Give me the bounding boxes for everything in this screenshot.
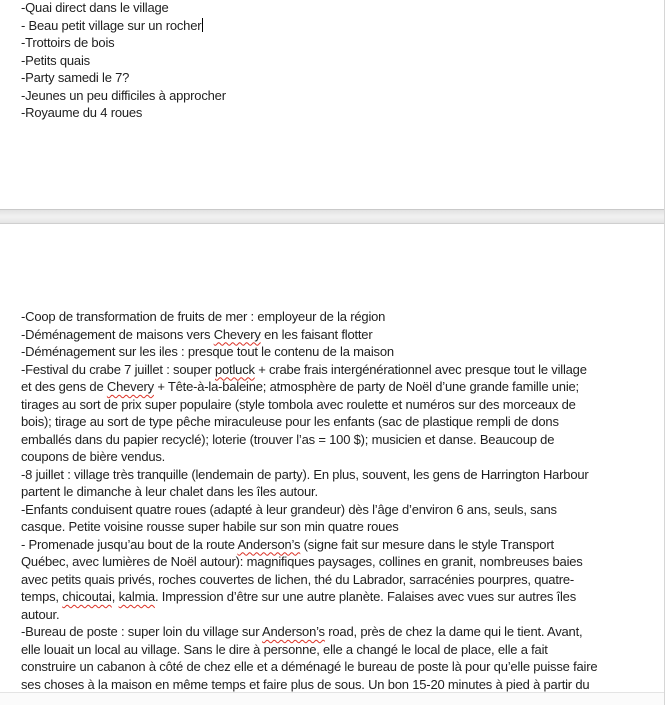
text-run: , [111,589,119,604]
text-run: -Jeunes un peu difficiles à approcher [21,87,226,103]
text-run: emballés dans du papier recyclé); loterie (trouver l’as = 100 $); musicien et danse. Beaucoup de [21,431,555,447]
text-line[interactable] [21,308,651,326]
text-run: tirages au sort de prix super populaire (style tombola avec roulette et numéros sur des morceaux de [21,396,576,412]
text-run: -Party samedi le 7? [21,70,130,85]
text-run: casque. Petite voisine rousse super habile sur son min quatre roues [21,519,399,534]
misspelled-word: chicoutai [62,589,112,604]
text-line[interactable] [21,658,651,676]
text-line[interactable] [21,676,651,694]
text-line[interactable] [21,431,651,449]
misspelled-word: Anderson’s [262,624,325,639]
misspelled-word: Chevery [213,326,261,342]
text-run: ses choses à la maison en même temps et faire plus de sous. Un bon 15-20 minutes à pied à partir du [21,676,590,692]
text-run: elle louait un local au village. Sans le dire à personne, elle a changé le local de place, elle a fait [21,641,548,657]
text-line[interactable] [21,588,651,606]
text-run: -Royaume du 4 roues [21,105,143,120]
text-line[interactable] [21,641,651,659]
text-run: - Beau petit village sur un rocher [21,17,202,33]
text-cursor [202,18,203,32]
text-line[interactable] [21,52,651,70]
text-run: construire un cabanon à côté de chez elle et a déménagé le bureau de poste là pour qu’elle puisse faire [21,659,598,674]
text-line[interactable] [21,518,651,536]
text-line[interactable] [21,343,651,361]
text-run: road, près de chez la dame qui le tient. Avant, [324,624,583,639]
text-run: -Trottoirs de bois [21,35,115,50]
text-line[interactable] [21,571,651,589]
text-run: -Déménagement de maisons vers [21,326,214,342]
text-run: Québec, avec lumières de Noël autour): magnifiques paysages, collines en granit, nombreuses baies [21,554,583,569]
text-line[interactable] [21,326,651,344]
text-run: -Enfants conduisent quatre roues (adapté à leur grandeur) dès l’âge d’environ 6 ans, seuls, sans [21,501,557,517]
text-run: -Petits quais [21,52,90,68]
text-line[interactable] [21,466,651,484]
text-line[interactable] [21,34,651,52]
text-run: avec petits quais privés, roches couvertes de lichen, thé du Labrador, sarracénies pourpres, quatre- [21,571,575,587]
text-line[interactable] [21,501,651,519]
text-line[interactable] [21,396,651,414]
text-run: -Déménagement sur les iles : presque tout le contenu de la maison [21,344,394,359]
text-line[interactable] [21,553,651,571]
text-run: partent le dimanche à leur chalet dans les îles autour. [21,484,318,499]
text-line[interactable] [21,104,651,122]
text-line[interactable] [21,361,651,379]
text-run: -8 juillet : village très tranquille (lendemain de party). En plus, souvent, les gens de Harrington Harbour [21,466,589,482]
text-run: bois); tirage au sort de type pêche miraculeuse pour les enfants (sac de plastique rempli de dons [21,414,559,429]
text-run: -Festival du crabe 7 juillet : souper [21,361,215,377]
text-line[interactable] [21,448,651,466]
next-page-break-gap [0,692,664,705]
text-run: . Impression d’être sur une autre planète. Falaises avec vues sur autres îles [154,589,576,604]
text-run: temps, [21,589,63,604]
text-run: et des gens de [21,379,107,394]
text-line[interactable] [21,606,651,624]
misspelled-word: kalmia [118,589,155,604]
text-run: autour. [21,606,60,622]
text-line[interactable] [21,623,651,641]
text-run: coupons de bière vendus. [21,449,166,464]
misspelled-word: Anderson’s [237,536,301,552]
page-break-gap [0,209,664,224]
page-right-edge [664,0,665,705]
text-line[interactable] [21,69,651,87]
text-run: + Tête-à-la-baleine; atmosphère de party de Noël d’une grande famille unie; [153,379,579,394]
text-line[interactable] [21,0,651,17]
text-line[interactable] [21,536,651,554]
text-run: + crabe frais intergénérationnel avec presque tout le village [254,361,587,377]
text-line[interactable] [21,378,651,396]
text-line[interactable] [21,17,651,35]
text-line[interactable] [21,483,651,501]
text-run: (signe fait sur mesure dans le style Transport [300,536,554,552]
text-run: -Bureau de poste : super loin du village sur [21,624,263,639]
page2-text-area[interactable] [21,308,651,693]
text-line[interactable] [21,87,651,105]
text-run: - Promenade jusqu’au bout de la route [21,536,238,552]
text-line[interactable] [21,413,651,431]
text-run: -Coop de transformation de fruits de mer : employeur de la région [21,309,386,324]
misspelled-word: Chevery [106,379,154,394]
misspelled-word: potluck [215,361,255,377]
text-run: en les faisant flotter [260,326,373,342]
page1-text-area[interactable] [21,0,651,122]
text-run: -Quai direct dans le village [21,0,169,15]
